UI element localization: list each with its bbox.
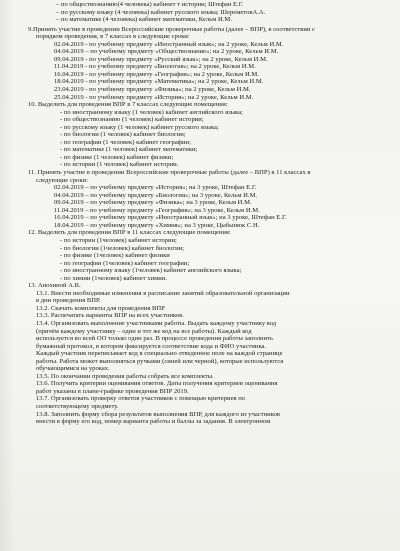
text-line: обучающимися на уроках.: [36, 365, 110, 373]
text-line: 18.04.2019 - по учебному предмету «Математика»; на 2 уроке, Кельм И.М.: [54, 78, 264, 86]
text-line: - по физике (1 человек) кабинет физики;: [60, 153, 174, 161]
text-line: 13.1. Внести необходимые изменения в расписание занятий образовательной организации: [36, 289, 290, 297]
text-line: - по обществознанию (1 человек) кабинет истории;: [60, 116, 204, 124]
text-line: 10. Выделить для проведения ВПР в 7 классах следующие помещения:: [28, 101, 228, 109]
text-line: 12. Выделить для проведения ВПР в 11 классах следующие помещения:: [28, 229, 231, 237]
text-line: - по математике (1 человек) кабинет математики;: [60, 146, 198, 154]
text-line: 11.04.2019 - по учебному предмету «Биология»; на 2 уроке, Кельм И.М.: [54, 63, 256, 71]
text-line: 13.5. По окончании проведения работы собрать все комплекты.: [36, 372, 214, 380]
text-line: бумажный протокол, в котором фиксируется соответствие кода и ФИО участника.: [36, 342, 267, 350]
text-line: внести в форму его код, номер варианта работы и баллы за задания. В электронном: [36, 418, 271, 426]
text-line: работ указаны в плане-графике проведения ВПР 2019.: [36, 387, 189, 395]
text-line: работы. Работа может выполняться ручками (синей или черной), которые используются: [36, 357, 284, 365]
text-line: 09.04.2019 – по учебному предмету «Физика»; на 3 уроке, Кельм И.М.: [54, 199, 252, 207]
text-line: 16.04.2019 – по учебному предмету «Иностранный язык»; на 3 уроке, Штефан Е.Г.: [54, 214, 287, 222]
text-line: - по иностранному языку (1 человек) кабинет английского языка;: [60, 108, 244, 116]
text-line: Каждый участник переписывает код в специально отведенное поле на каждой странице: [36, 350, 283, 358]
text-line: 13.6. Получить критерии оценивания ответов. Даты получения критериев оценивания: [36, 380, 278, 388]
text-line: - по физике (1человек) кабинет физики: [60, 252, 170, 260]
text-line: 02.04.2019 – по учебному предмету «История»; на 3 уроке, Штефан Е.Г.: [54, 184, 257, 192]
text-line: 13.2. Скачать комплекты для проведения ВПР: [36, 304, 165, 312]
text-line: - по биологии (1 человек) кабинет биологии;: [60, 131, 186, 139]
text-line: 13.8. Заполнить форму сбора результатов выполнения ВПР, для каждого из участников: [36, 410, 280, 418]
text-line: 9.Принять участие в проведении Всероссийские проверочные работы (далее – ВПР), в соответствии с: [28, 25, 315, 33]
text-line: - по истории (1 человек) кабинет истории.: [60, 161, 179, 169]
text-line: 11.04.2019 – по учебному предмету «География»; на 3 уроке, Кельм И.М.: [54, 206, 260, 214]
text-line: – по математике (4 человека) кабинет математики, Кельм И.М.: [56, 16, 232, 24]
text-line: соответствующему предмету.: [36, 402, 119, 410]
text-line: (причём каждому участнику – один и тот же код на все работы). Каждый код: [36, 327, 252, 335]
text-line: 25.04.2019 - по учебному предмету «История»; на 2 уроке, Кельм И.М.: [54, 93, 254, 101]
text-line: 13.3. Распечатать варианты ВПР на всех участников.: [36, 312, 184, 320]
text-line: 16.04.2019 - по учебному предмету «География»; на 2 уроке, Кельм И.М.: [54, 70, 259, 78]
text-line: 09.04.2019 - по учебному предмету «Русский язык»; на 2 уроке, Кельм И.М.: [54, 55, 268, 63]
text-line: - по географии (1человек) кабинет географии;: [60, 259, 190, 267]
text-line: - по химии (1человек) кабинет химии.: [60, 274, 167, 282]
text-line: 13. Анохиной А.В.: [28, 282, 81, 290]
text-line: порядком проведения, в 7 классах в следующие сроки:: [36, 33, 190, 41]
text-line: – по обществознанию(4 человека) кабинет т истории; Штефан Е.Г.: [56, 1, 244, 8]
text-line: 13.4. Организовать выполнение участниками работы. Выдать каждому участнику код: [36, 319, 277, 327]
text-line: используется во всей ОО только один раз. В процессе проведения работы заполнить: [36, 335, 273, 343]
text-line: - по биологии (1человек) кабинет биологии;: [60, 244, 184, 252]
document-body: [26, 1, 394, 426]
text-line: - по истории (1человек) кабинет истории;: [60, 236, 177, 244]
text-line: 13.7. Организовать проверку ответов участников с помощью критериев по: [36, 395, 246, 403]
text-line: 04.04.2019 – по учебному предмету «Биология»; на 3 уроке, Кельм И.М.: [54, 191, 258, 199]
text-line: - по географии (1 человек) кабинет географии;: [60, 138, 191, 146]
text-line: - по иностранному языку (1человек) кабинет английского языка;: [60, 267, 242, 275]
text-line: в дни проведения ВПР.: [36, 297, 101, 305]
text-line: 02.04.2019 - по учебному предмету «Иностранный язык»; на 2 уроке, Кельм И.М.: [54, 40, 284, 48]
text-line: - по русскому языку (1 человек) кабинет русского языка;: [60, 123, 219, 131]
text-line: – по русскому языку (4 человека) кабинет русского языка; ШереметовА.А.: [56, 8, 266, 16]
text-line: 11. Принять участие в проведении Всероссийские проверочные работы (далее – ВПР) в 11 классах в: [28, 169, 311, 177]
text-line: 23.04.2019 - по учебному предмету «Физика»; на 2 уроке, Кельм И.М.: [54, 86, 251, 94]
text-line: 18.04.2019 – по учебному предмету «Химия»; на 3 уроке, Цыбынюк С.Н.: [54, 221, 260, 229]
page-edge-shadow: [0, 0, 14, 551]
text-line: следующие сроки:: [36, 176, 88, 184]
text-line: 04.04.2019 – по учебному предмету «Обществознание»; на 2 уроке, Кельм И.М.: [54, 48, 279, 56]
